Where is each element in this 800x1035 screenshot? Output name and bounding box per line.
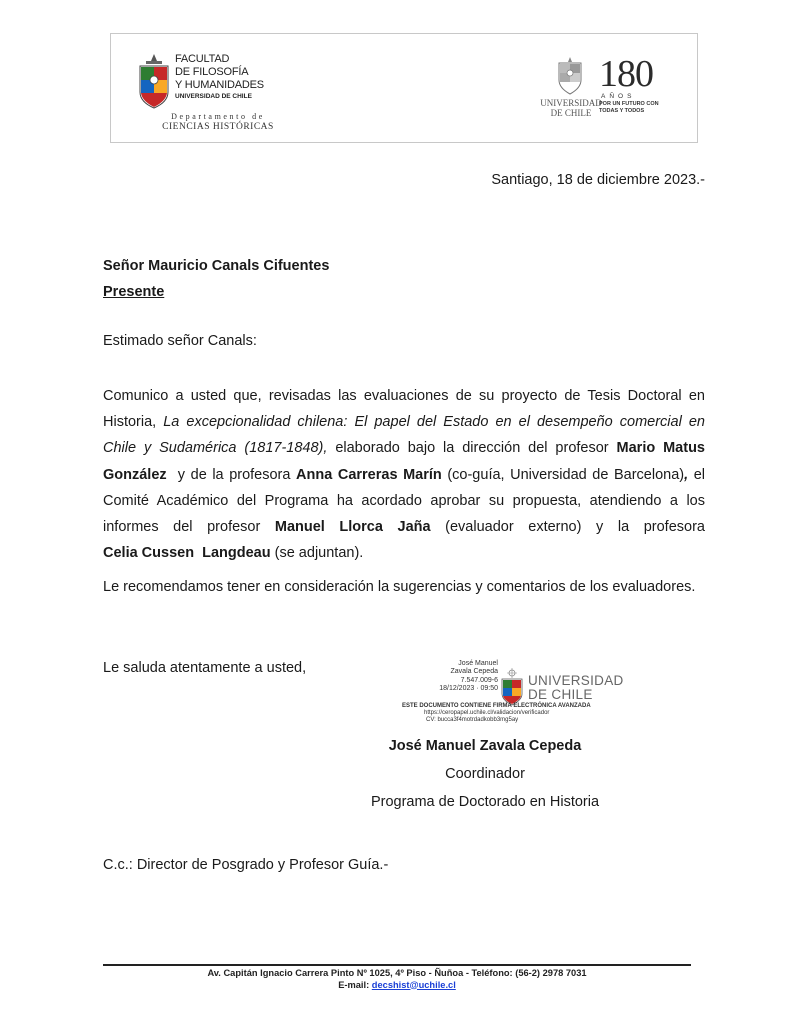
thesis-title: La excepcionalidad chilena: El papel del Estado en el desempeño comercial en Chile y Sudamérica (1817-1848), xyxy=(103,414,705,457)
faculty-university-line: UNIVERSIDAD DE CHILE xyxy=(175,93,252,100)
letterhead xyxy=(110,33,698,143)
anniversary-tagline-1: POR UN FUTURO CON xyxy=(599,101,659,107)
p1-text-6: (evaluador externo) y la profesora xyxy=(430,519,705,536)
department-name xyxy=(143,112,293,133)
p1-intro: Comunico a usted que, revisadas las evaluaciones de su proyecto de Tesis Doctoral en Historia, xyxy=(103,388,705,431)
letter-date: Santiago, 18 de diciembre 2023.- xyxy=(491,172,705,188)
carbon-copy-line: C.c.: Director de Posgrado y Profesor Guía.- xyxy=(103,857,389,873)
footer xyxy=(103,968,691,991)
recipient-presente: Presente xyxy=(103,284,165,300)
p1-text-7: (se adjuntan). xyxy=(270,545,364,562)
closing-line: Le saluda atentamente a usted, xyxy=(103,660,307,676)
recipient-block xyxy=(103,253,329,305)
faculty-line-1: FACULTAD xyxy=(175,53,230,65)
stamp-datetime: 18/12/2023 · 09:50 xyxy=(439,685,498,693)
evaluator-1-name: Manuel Llorca Jaña xyxy=(274,519,431,536)
body-paragraph-1 xyxy=(103,383,705,566)
salutation: Estimado señor Canals: xyxy=(103,333,257,349)
university-name-line-1: UNIVERSIDAD xyxy=(540,98,602,108)
signer-name: José Manuel Zavala Cepeda xyxy=(388,738,582,754)
anniversary-years: AÑOS xyxy=(601,93,636,100)
stamp-name-line-2: Zavala Cepeda xyxy=(450,668,498,676)
signature-notice: ESTE DOCUMENTO CONTIENE FIRMA ELECTRÓNICA AVANZADA xyxy=(402,703,591,709)
advisor-name: Mario Matus González xyxy=(103,440,706,483)
p1-text-4: (co-guía, Universidad de Barcelona) xyxy=(441,466,685,483)
faculty-name xyxy=(175,53,264,102)
signature-uc-line-1: UNIVERSIDAD xyxy=(528,673,624,688)
p1-comma: , xyxy=(684,466,689,483)
stamp-rut: 7.547.009-6 xyxy=(460,676,498,684)
p1-text-5: el Comité Académico del Programa ha acordado aprobar su propuesta, atendiendo a los informes del profesor xyxy=(103,466,706,536)
signature-cv-code: CV: bucca3f4motrdadkobb3mg5ay xyxy=(426,716,519,723)
footer-divider xyxy=(103,964,691,966)
footer-email-link[interactable]: decshist@uchile.cl xyxy=(371,979,456,990)
signature-verification xyxy=(402,703,612,723)
footer-address: Av. Capitán Ignacio Carrera Pinto Nº 1025, 4º Piso - Ñuñoa - Teléfono: (56-2) 2978 7031 xyxy=(207,968,587,978)
signer-role: Coordinador xyxy=(445,766,525,782)
university-name-line-2: DE CHILE xyxy=(550,108,592,118)
anniversary-number: 180 xyxy=(599,53,653,95)
body-paragraph-2: Le recomendamos tener en consideración la sugerencias y comentarios de los evaluadores. xyxy=(103,579,696,595)
anniversary-badge xyxy=(599,53,669,126)
coadvisor-name: Anna Carreras Marín xyxy=(296,466,442,483)
recipient-name: Señor Mauricio Canals Cifuentes xyxy=(103,258,330,274)
p1-text-2: elaborado bajo la dirección del profesor xyxy=(327,440,617,457)
faculty-logo xyxy=(137,48,287,132)
evaluator-2-name: Celia Cussen Langdeau xyxy=(103,545,271,562)
faculty-crest-icon xyxy=(137,52,171,114)
faculty-line-2: DE FILOSOFÍA xyxy=(175,66,249,78)
university-name xyxy=(536,98,606,118)
signature-uc-line-2: DE CHILE xyxy=(528,687,593,702)
department-line-1: Departamento de xyxy=(171,112,265,121)
university-crest-icon xyxy=(556,56,584,96)
faculty-line-3: Y HUMANIDADES xyxy=(175,79,264,91)
signer-program: Programa de Doctorado en Historia xyxy=(370,794,600,810)
signature-details xyxy=(438,660,498,694)
electronic-signature-stamp xyxy=(398,652,628,732)
p1-text-3: y de la profesora xyxy=(166,466,297,483)
stamp-name-line-1: José Manuel xyxy=(458,660,498,667)
footer-email-label: E-mail: xyxy=(338,979,372,990)
signature-university-name xyxy=(528,674,624,702)
signature-crest-icon xyxy=(499,668,525,706)
anniversary-tagline-2: TODAS Y TODOS xyxy=(599,108,645,114)
signature-url[interactable]: https://ceropapel.uchile.cl/validacion/verificador xyxy=(424,709,550,716)
department-line-2: CIENCIAS HISTÓRICAS xyxy=(162,122,274,132)
footer-email-line xyxy=(103,980,691,992)
